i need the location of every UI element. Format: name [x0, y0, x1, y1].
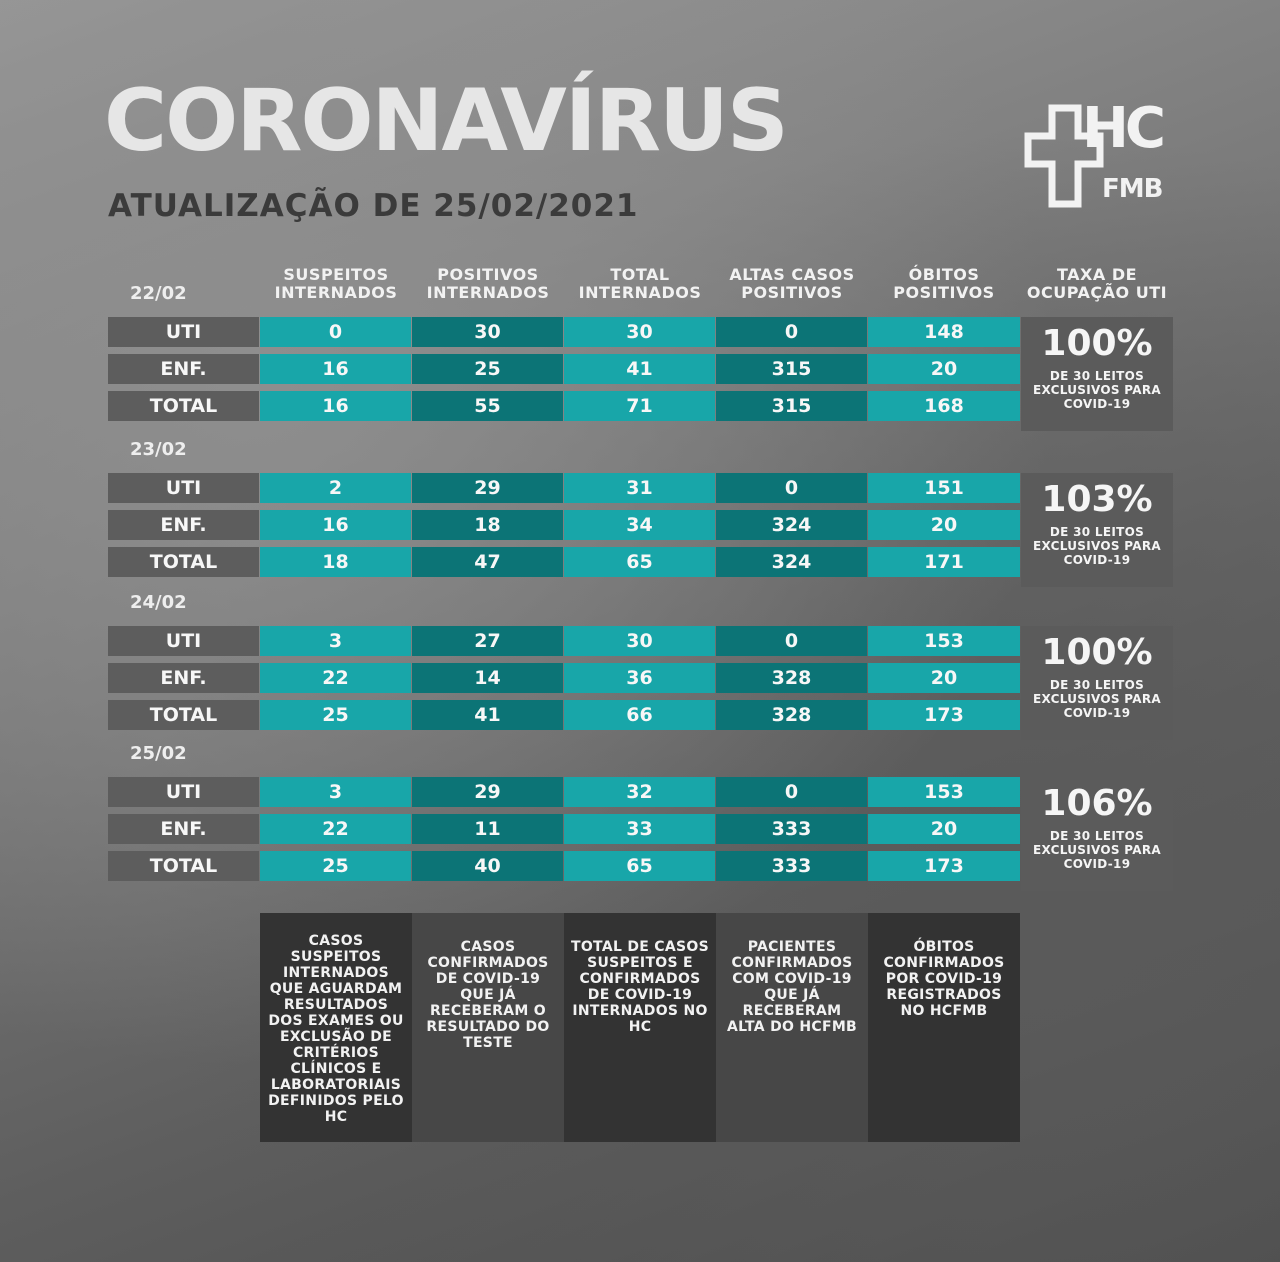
- col-header-positivos: POSITIVOS INTERNADOS: [426, 265, 550, 302]
- table-cell: 20: [868, 814, 1020, 844]
- col-header-obitos: ÓBITOS POSITIVOS: [893, 265, 995, 302]
- table-cell: 30: [412, 317, 563, 347]
- table-cell: 66: [564, 700, 715, 730]
- table-cell: 25: [260, 851, 411, 881]
- table-cell: 0: [716, 317, 867, 347]
- table-cell: 333: [716, 814, 867, 844]
- table-cell: 47: [412, 547, 563, 577]
- table-cell: 18: [412, 510, 563, 540]
- table-cell: 2: [260, 473, 411, 503]
- occupancy-rate-value: 100%: [1041, 323, 1153, 364]
- table-cell: 65: [564, 547, 715, 577]
- table-cell: 36: [564, 663, 715, 693]
- table-cell: 25: [412, 354, 563, 384]
- occupancy-rate-note: DE 30 LEITOS EXCLUSIVOS PARA COVID-19: [1032, 369, 1161, 411]
- page-title: CORONAVÍRUS: [104, 71, 787, 171]
- occupancy-rate-value: 100%: [1041, 632, 1153, 673]
- table-cell: 173: [868, 700, 1020, 730]
- table-cell: 18: [260, 547, 411, 577]
- table-cell: 0: [716, 777, 867, 807]
- date-label: 22/02: [130, 283, 187, 304]
- table-cell: 55: [412, 391, 563, 421]
- occupancy-rate-box: [1021, 626, 1173, 740]
- legend-total: TOTAL DE CASOS SUSPEITOS E CONFIRMADOS DE COVID-19 INTERNADOS NO HC: [564, 913, 716, 1142]
- table-cell: 31: [564, 473, 715, 503]
- table-cell: 20: [868, 510, 1020, 540]
- table-cell: 3: [260, 626, 411, 656]
- table-cell: 324: [716, 510, 867, 540]
- table-cell: 14: [412, 663, 563, 693]
- table-cell: 11: [412, 814, 563, 844]
- col-header-altas: ALTAS CASOS POSITIVOS: [729, 265, 855, 302]
- row-label: ENF.: [108, 663, 259, 693]
- date-label: 24/02: [130, 592, 187, 613]
- date-label: 23/02: [130, 439, 187, 460]
- table-cell: 33: [564, 814, 715, 844]
- legend-suspeitos: CASOS SUSPEITOS INTERNADOS QUE AGUARDAM RESULTADOS DOS EXAMES OU EXCLUSÃO DE CRITÉRIOS CLÍNICOS E LABORATORIAIS DEFINIDOS PELO HC: [260, 913, 412, 1142]
- table-cell: 65: [564, 851, 715, 881]
- row-label: ENF.: [108, 814, 259, 844]
- row-label: ENF.: [108, 354, 259, 384]
- row-label: UTI: [108, 777, 259, 807]
- logo-fmb-text: FMB: [1102, 174, 1163, 204]
- table-cell: 22: [260, 663, 411, 693]
- table-cell: 34: [564, 510, 715, 540]
- table-cell: 16: [260, 391, 411, 421]
- row-label: UTI: [108, 317, 259, 347]
- table-cell: 32: [564, 777, 715, 807]
- col-header-suspeitos: SUSPEITOS INTERNADOS: [274, 265, 398, 302]
- table-cell: 25: [260, 700, 411, 730]
- table-cell: 315: [716, 354, 867, 384]
- table-cell: 29: [412, 473, 563, 503]
- table-cell: 3: [260, 777, 411, 807]
- table-cell: 171: [868, 547, 1020, 577]
- table-cell: 20: [868, 354, 1020, 384]
- occupancy-rate-box: [1021, 317, 1173, 431]
- row-label: UTI: [108, 473, 259, 503]
- table-cell: 40: [412, 851, 563, 881]
- col-header-total: TOTAL INTERNADOS: [578, 265, 702, 302]
- logo-hc-text: HC: [1082, 96, 1162, 161]
- col-header-taxa-ocupacao: TAXA DE OCUPAÇÃO UTI: [1026, 265, 1168, 302]
- row-label: UTI: [108, 626, 259, 656]
- occupancy-rate-note: DE 30 LEITOS EXCLUSIVOS PARA COVID-19: [1032, 678, 1161, 720]
- table-cell: 41: [412, 700, 563, 730]
- row-label: TOTAL: [108, 391, 259, 421]
- legend-altas: PACIENTES CONFIRMADOS COM COVID-19 QUE JÁ RECEBERAM ALTA DO HCFMB: [716, 913, 868, 1142]
- table-cell: 168: [868, 391, 1020, 421]
- occupancy-rate-value: 103%: [1041, 479, 1153, 520]
- hcfmb-logo: [1024, 96, 1176, 208]
- table-cell: 324: [716, 547, 867, 577]
- table-cell: 30: [564, 317, 715, 347]
- table-cell: 20: [868, 663, 1020, 693]
- table-cell: 22: [260, 814, 411, 844]
- table-cell: 71: [564, 391, 715, 421]
- table-cell: 0: [260, 317, 411, 347]
- occupancy-rate-note: DE 30 LEITOS EXCLUSIVOS PARA COVID-19: [1032, 525, 1161, 567]
- occupancy-rate-box: [1021, 777, 1173, 891]
- occupancy-rate-box: [1021, 473, 1173, 587]
- table-cell: 16: [260, 354, 411, 384]
- table-cell: 16: [260, 510, 411, 540]
- table-cell: 148: [868, 317, 1020, 347]
- table-cell: 153: [868, 626, 1020, 656]
- table-cell: 0: [716, 473, 867, 503]
- date-label: 25/02: [130, 743, 187, 764]
- row-label: TOTAL: [108, 547, 259, 577]
- update-date-subtitle: ATUALIZAÇÃO DE 25/02/2021: [108, 188, 639, 224]
- table-cell: 30: [564, 626, 715, 656]
- legend-positivos: CASOS CONFIRMADOS DE COVID-19 QUE JÁ RECEBERAM O RESULTADO DO TESTE: [412, 913, 564, 1142]
- table-cell: 0: [716, 626, 867, 656]
- legend-obitos: ÓBITOS CONFIRMADOS POR COVID-19 REGISTRADOS NO HCFMB: [868, 913, 1020, 1142]
- table-cell: 41: [564, 354, 715, 384]
- occupancy-rate-value: 106%: [1041, 783, 1153, 824]
- row-label: ENF.: [108, 510, 259, 540]
- table-cell: 29: [412, 777, 563, 807]
- row-label: TOTAL: [108, 700, 259, 730]
- occupancy-rate-note: DE 30 LEITOS EXCLUSIVOS PARA COVID-19: [1032, 829, 1161, 871]
- table-cell: 173: [868, 851, 1020, 881]
- table-cell: 315: [716, 391, 867, 421]
- row-label: TOTAL: [108, 851, 259, 881]
- table-cell: 328: [716, 663, 867, 693]
- table-cell: 333: [716, 851, 867, 881]
- table-cell: 151: [868, 473, 1020, 503]
- table-cell: 328: [716, 700, 867, 730]
- table-cell: 153: [868, 777, 1020, 807]
- table-cell: 27: [412, 626, 563, 656]
